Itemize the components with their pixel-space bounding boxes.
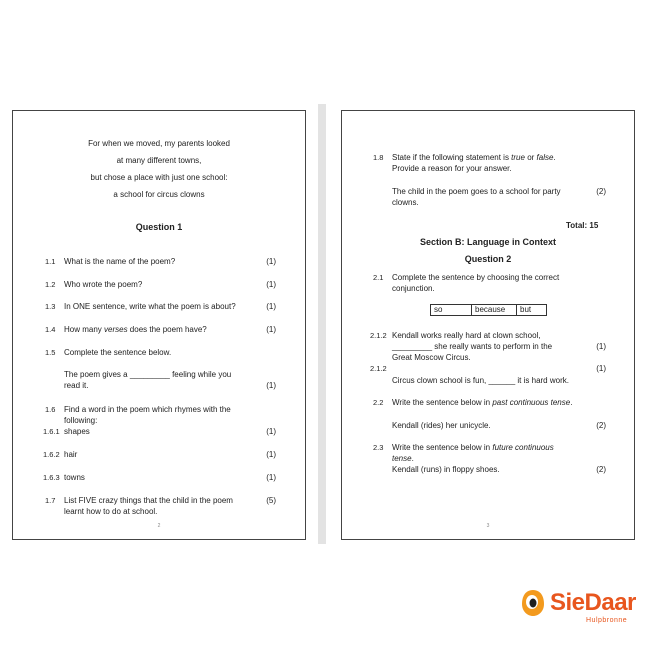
conjunction-because: because [472,305,517,315]
q1-5-line-1: The poem gives a _________ feeling while you [64,370,232,379]
q1-7-number: 1.7 [45,496,56,505]
q1-8-line-2: Provide a reason for your answer. [392,164,512,173]
q1-3-mark: (1) [266,302,276,311]
q1-6-1-mark: (1) [266,427,276,436]
poem-line-1: For when we moved, my parents looked [88,139,230,148]
question-2-heading: Question 2 [464,254,512,264]
q1-6-line-1: Find a word in the poem which rhymes with the [64,405,231,414]
page-2 [12,110,306,540]
q2-1-2a-mark: (1) [596,342,606,351]
q2-2-mark: (2) [596,421,606,430]
q2-1-2b-text: Circus clown school is fun, ______ it is hard work. [392,376,569,385]
q1-4-number: 1.4 [45,325,56,334]
q1-1-text: What is the name of the poem? [64,257,176,266]
conjunction-so: so [431,305,472,315]
total-marks: Total: 15 [566,221,599,230]
q2-1-line-2: conjunction. [392,284,435,293]
q1-3-text: In ONE sentence, write what the poem is about? [64,302,236,311]
q1-5-number: 1.5 [45,348,56,357]
q1-4-text-after: does the poem have? [127,325,207,334]
q1-8-statement-1: The child in the poem goes to a school for party [392,187,561,196]
q1-5-line-2: read it. [64,381,89,390]
q1-6-3-mark: (1) [266,473,276,482]
q1-4-text [64,324,207,335]
q1-2-text: Who wrote the poem? [64,280,143,289]
section-b-heading: Section B: Language in Context [419,237,556,247]
q1-8-line-1-before: State if the following statement is [392,153,512,162]
q2-1-line-1: Complete the sentence by choosing the correct [392,273,560,282]
page-gap [318,104,326,544]
question-1-heading: Question 1 [135,222,183,232]
q1-7-line-2: learnt how to do at school. [64,507,158,516]
q2-2-text-after: . [570,398,573,407]
q2-1-2a-line-3: Great Moscow Circus. [392,353,471,362]
q1-7-line-1: List FIVE crazy things that the child in the poem [64,496,233,505]
q1-7-mark: (5) [266,496,276,505]
q2-3-period: . [411,454,414,463]
logo-subtitle: Hulpbronne [586,617,628,624]
q2-1-2a-number: 2.1.2 [370,331,387,340]
q2-2-text-before: Write the sentence below in [392,398,493,407]
q1-6-2-mark: (1) [266,450,276,459]
q2-3-mark: (2) [596,465,606,474]
q2-3-line-1 [392,442,554,453]
q1-3-number: 1.3 [45,302,56,311]
q1-1-mark: (1) [266,257,276,266]
q2-2-text [392,397,572,408]
q1-6-line-2: following: [64,416,98,425]
q1-6-3-number: 1.6.3 [43,473,60,482]
q2-1-2a-line-1: Kendall works really hard at clown school, [392,331,541,340]
q1-5-mark: (1) [266,381,276,390]
q1-2-number: 1.2 [45,280,56,289]
q1-6-3-text: towns [64,473,85,482]
logo-eye-icon [520,588,546,618]
q2-3-tense: future continuous [492,443,554,452]
q1-6-1-text: shapes [64,427,90,436]
logo-name: SieDaar [550,589,636,616]
q2-1-2b-number: 2.1.2 [370,364,387,373]
page-number: 3 [486,523,490,529]
page-3 [341,110,635,540]
q1-8-or: or [524,153,537,162]
q1-8-mark: (2) [596,187,606,196]
q1-8-true: true [511,153,525,162]
q2-1-2a-line-2: _________ she really wants to perform in the [392,342,553,351]
poem-line-3: but chose a place with just one school: [90,173,228,182]
q1-4-text-italic: verses [104,325,128,334]
q2-2-number: 2.2 [373,398,384,407]
q2-2-sentence: Kendall (rides) her unicycle. [392,421,491,430]
q2-3-sentence: Kendall (runs) in floppy shoes. [392,465,500,474]
siedaar-logo [516,586,636,630]
q1-6-2-number: 1.6.2 [43,450,60,459]
conjunction-but: but [520,305,532,314]
page-number: 2 [157,523,161,529]
q1-5-text: Complete the sentence below. [64,348,172,357]
q1-8-line-1 [392,152,556,163]
q1-8-statement-2: clowns. [392,198,419,207]
q1-6-number: 1.6 [45,405,56,414]
q2-1-2b-mark: (1) [596,364,606,373]
q1-8-false: false [536,153,554,162]
q1-1-number: 1.1 [45,257,56,266]
q1-6-2-text: hair [64,450,78,459]
poem-line-2: at many different towns, [116,156,202,165]
q1-6-1-number: 1.6.1 [43,427,60,436]
q1-8-number: 1.8 [373,153,384,162]
q1-2-mark: (1) [266,280,276,289]
q2-3-number: 2.3 [373,443,384,452]
q2-2-tense: past continuous tense [492,398,571,407]
poem-line-4: a school for circus clowns [113,190,205,199]
q1-8-period: . [553,153,556,162]
conjunction-box [430,304,547,316]
q2-3-text-before: Write the sentence below in [392,443,493,452]
q2-3-tense-2: tense [392,454,412,463]
q1-4-mark: (1) [266,325,276,334]
q2-1-number: 2.1 [373,273,384,282]
q2-3-line-2 [392,453,414,464]
q1-4-text-before: How many [64,325,105,334]
